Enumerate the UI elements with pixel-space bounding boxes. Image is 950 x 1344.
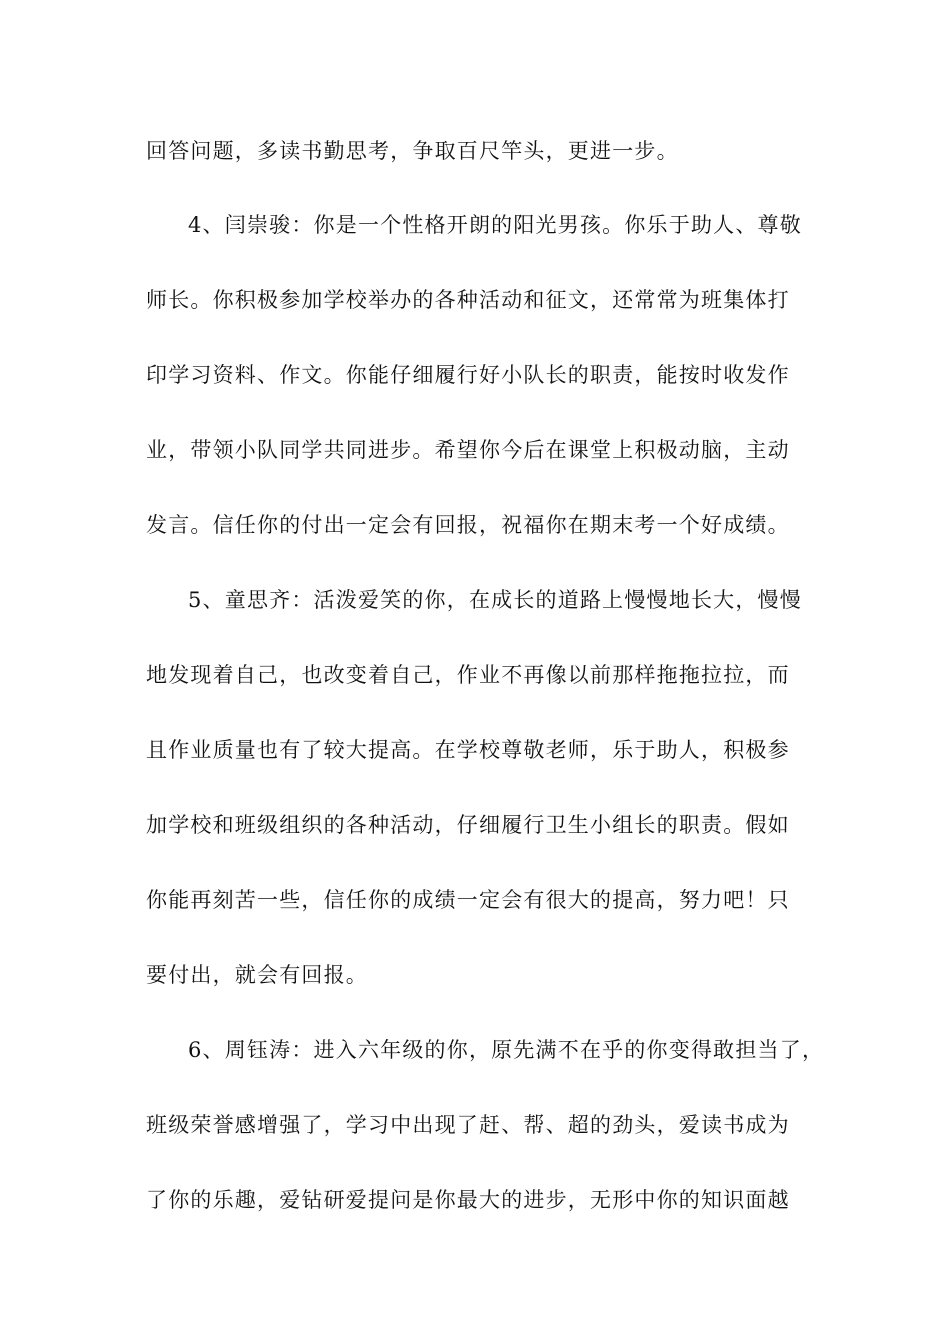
text-line: 印学习资料、作文。你能仔细履行好小队长的职责，能按时收发作 <box>146 363 790 387</box>
paragraph-5-start: 5、童思齐：活泼爱笑的你，在成长的道路上慢慢地长大，慢慢 <box>188 588 802 612</box>
text-line: 你能再刻苦一些，信任你的成绩一定会有很大的提高，努力吧！只 <box>146 888 790 912</box>
paragraph-4-start: 4、闫崇骏：你是一个性格开朗的阳光男孩。你乐于助人、尊敬 <box>188 213 802 237</box>
text-line: 了你的乐趣，爱钻研爱提问是你最大的进步，无形中你的知识面越 <box>146 1188 790 1212</box>
text-line: 班级荣誉感增强了，学习中出现了赶、帮、超的劲头，爱读书成为 <box>146 1113 790 1137</box>
text-line: 且作业质量也有了较大提高。在学校尊敬老师，乐于助人，积极参 <box>146 738 790 762</box>
text-line: 师长。你积极参加学校举办的各种活动和征文，还常常为班集体打 <box>146 288 790 312</box>
paragraph-6-start: 6、周钰涛：进入六年级的你，原先满不在乎的你变得敢担当了， <box>188 1038 825 1062</box>
text-line: 业，带领小队同学共同进步。希望你今后在课堂上积极动脑，主动 <box>146 438 790 462</box>
text-line: 要付出，就会有回报。 <box>146 963 368 987</box>
text-line: 地发现着自己，也改变着自己，作业不再像以前那样拖拖拉拉，而 <box>146 663 790 687</box>
text-line: 发言。信任你的付出一定会有回报，祝福你在期末考一个好成绩。 <box>146 513 790 537</box>
text-line: 加学校和班级组织的各种活动，仔细履行卫生小组长的职责。假如 <box>146 813 790 837</box>
text-line: 回答问题，多读书勤思考，争取百尺竿头，更进一步。 <box>146 139 679 163</box>
